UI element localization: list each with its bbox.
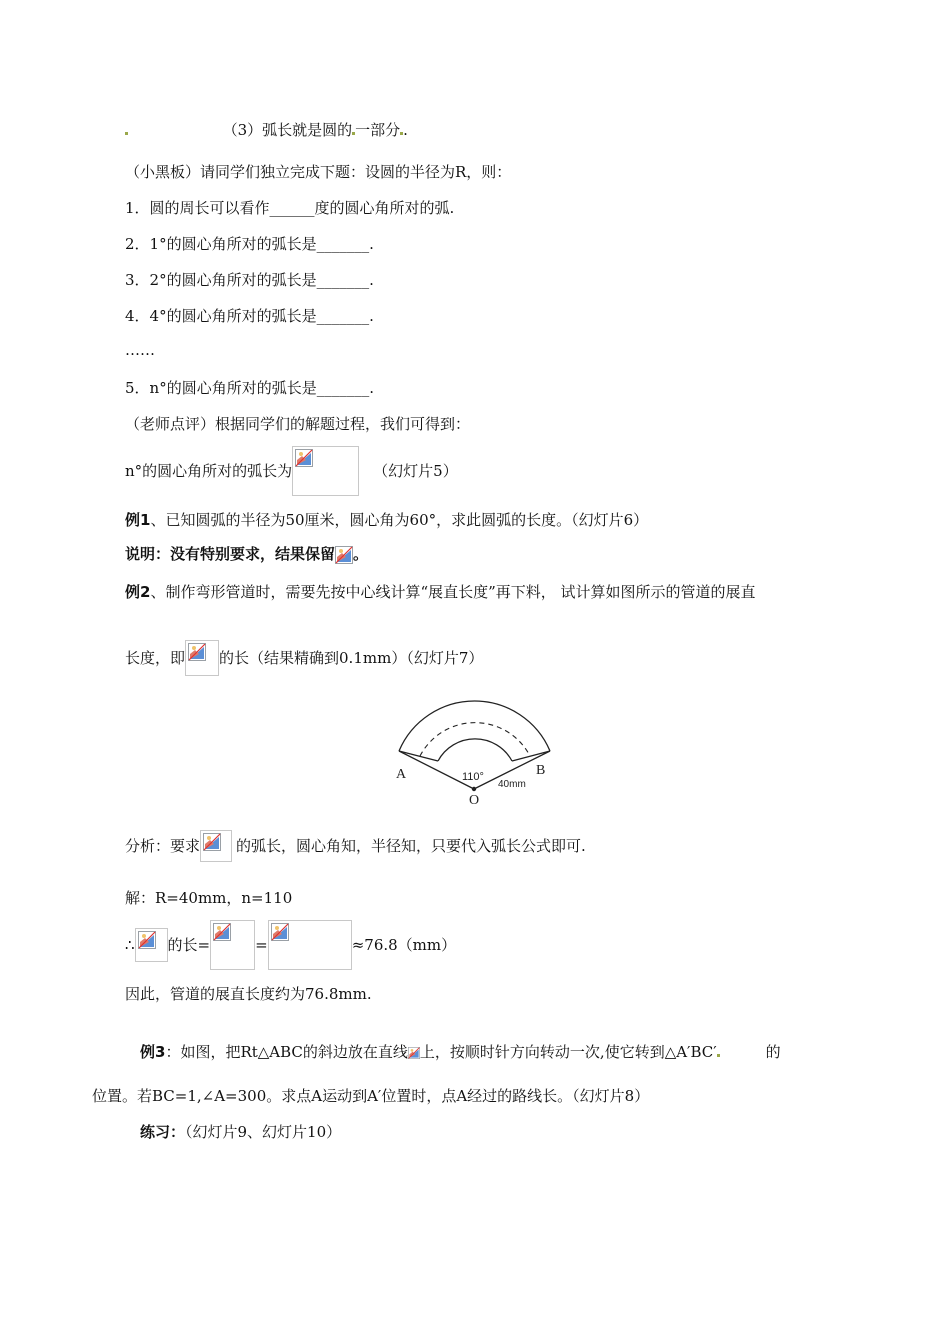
question-4: 4．4°的圆心角所对的弧长是_______. bbox=[125, 307, 374, 325]
fraction-image-icon bbox=[268, 920, 352, 970]
solution: 解：R=40mm，n=110 bbox=[125, 889, 293, 907]
practice: 练习：（幻灯片9、幻灯片10） bbox=[140, 1123, 342, 1141]
radius-label: 40mm bbox=[498, 779, 526, 790]
conclusion: 因此，管道的展直长度约为76.8mm. bbox=[125, 985, 372, 1003]
result-line: ∴ 的长= = ≈76.8（mm） bbox=[125, 920, 456, 970]
question-1: 1．圆的周长可以看作______度的圆心角所对的弧. bbox=[125, 199, 455, 217]
pipe-figure bbox=[390, 694, 560, 804]
example-3-continued: 位置。若BC=1,∠A=300。求点A运动到A′位置时，点A经过的路线长。（幻灯片8） bbox=[92, 1087, 650, 1105]
ellipsis: …… bbox=[125, 341, 155, 359]
inner-arc bbox=[438, 739, 512, 761]
pi-image-icon bbox=[335, 546, 353, 564]
radius-oa bbox=[399, 751, 474, 789]
example-1: 例1、已知圆弧的半径为50厘米，圆心角为60°，求此圆弧的长度。（幻灯片6） bbox=[125, 511, 649, 529]
example-2-continued: 长度，即 的长（结果精确到0.1mm）（幻灯片7） bbox=[125, 640, 483, 676]
statement-3: （3）弧长就是圆的 一部分 . bbox=[125, 120, 408, 140]
question-5: 5．n°的圆心角所对的弧长是_______. bbox=[125, 379, 374, 397]
example-3: 例3：如图，把Rt△ABC的斜边放在直线 上，按顺时针方向转动一次,使它转到△A′BC′ 的 bbox=[140, 1043, 781, 1061]
arc-image-icon bbox=[135, 928, 168, 962]
label-o: O bbox=[469, 793, 480, 804]
formula-image-icon bbox=[292, 446, 359, 496]
fraction-image-icon bbox=[210, 920, 255, 970]
marker-dot bbox=[125, 132, 128, 135]
center-point bbox=[472, 787, 476, 791]
example-2: 例2、制作弯形管道时，需要先按中心线计算“展直长度”再下料， 试计算如图所示的管道的展直 bbox=[125, 583, 756, 601]
note: 说明：没有特别要求，结果保留 。 bbox=[125, 545, 369, 563]
line-image-icon bbox=[408, 1043, 420, 1063]
angle-label: 110° bbox=[462, 771, 484, 783]
analysis: 分析：要求 的弧长，圆心角知，半径知，只要代入弧长公式即可. bbox=[125, 830, 586, 862]
blackboard-intro: （小黑板）请同学们独立完成下题：设圆的半径为R，则： bbox=[125, 163, 512, 181]
end-cap-a bbox=[399, 751, 438, 761]
question-3: 3．2°的圆心角所对的弧长是_______. bbox=[125, 271, 374, 289]
end-cap-b bbox=[512, 751, 550, 761]
label-a: A bbox=[396, 767, 407, 782]
arc-image-icon bbox=[185, 640, 219, 676]
arc-image-icon bbox=[200, 830, 232, 862]
arc-length-formula-line: n°的圆心角所对的弧长为 （幻灯片5） bbox=[125, 446, 458, 496]
label-b: B bbox=[536, 763, 546, 778]
teacher-comment: （老师点评）根据同学们的解题过程，我们可得到： bbox=[125, 415, 471, 433]
marker-dot bbox=[717, 1054, 720, 1057]
outer-arc bbox=[399, 701, 550, 751]
question-2: 2．1°的圆心角所对的弧长是_______. bbox=[125, 235, 374, 253]
